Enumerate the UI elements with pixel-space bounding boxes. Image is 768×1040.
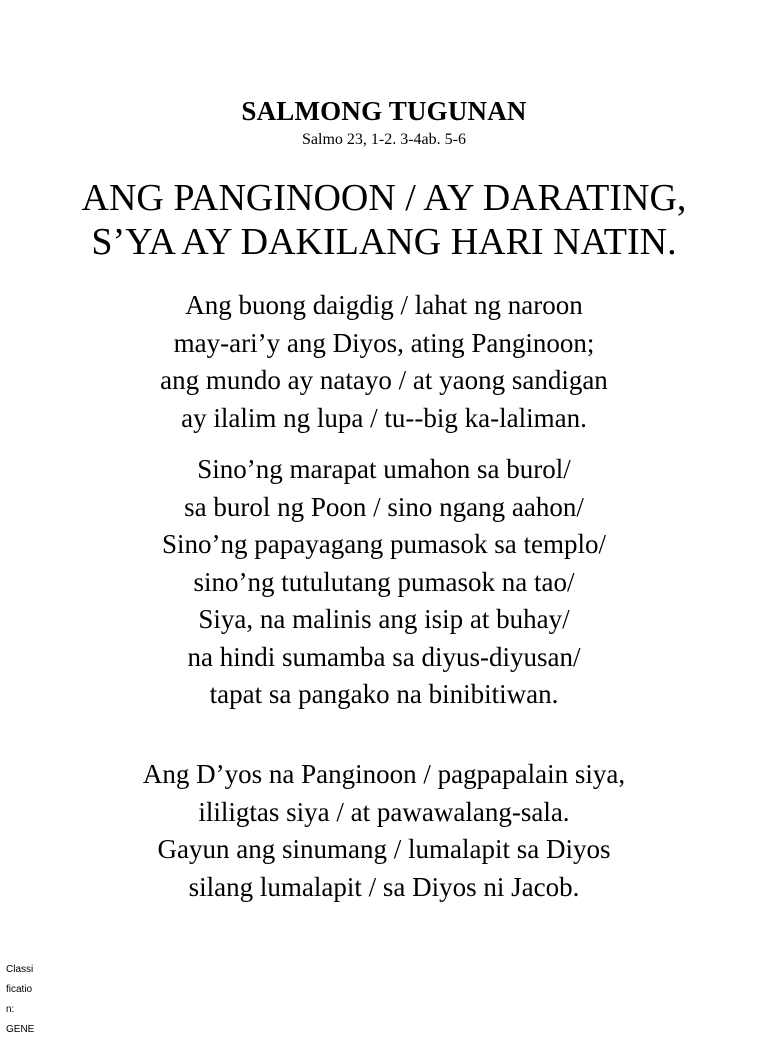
stanza-1 [0, 287, 768, 437]
classification-fragment: n: [6, 1004, 15, 1015]
stanza-line: ililigtas siya / at pawawalang-sala. [198, 796, 570, 827]
response-line: ANG PANGINOON / AY DARATING, [81, 177, 687, 219]
classification-fragment: Classi [6, 964, 34, 975]
stanza-line: tapat sa pangako na binibitiwan. [209, 679, 559, 709]
classification-fragment: GENE [6, 1024, 35, 1035]
stanza-2 [0, 451, 768, 714]
stanza-line: Gayun ang sinumang / lumalapit sa Diyos [157, 834, 611, 864]
stanza-line: Sino’ng papayagang pumasok sa templo/ [162, 529, 606, 559]
stanza-3 [0, 756, 768, 906]
stanza-line: na hindi sumamba sa diyus-diyusan/ [187, 641, 581, 672]
stanza-line: Ang buong daigdig / lahat ng naroon [185, 290, 583, 320]
stanza-line: may-ari’y ang Diyos, ating Panginoon; [173, 327, 595, 358]
stanza-line: sa burol ng Poon / sino ngang aahon/ [184, 491, 584, 522]
stanza-line: Ang D’yos na Panginoon / pagpapalain siya, [142, 759, 626, 789]
stanza-line: ang mundo ay natayo / at yaong sandigan [160, 365, 608, 395]
psalm-response [0, 176, 768, 264]
classification-fragment: ficatio [6, 984, 33, 995]
stanza-line: ay ilalim ng lupa / tu--big ka-laliman. [181, 402, 587, 433]
stanza-line: sino’ng tutulutang pumasok na tao/ [193, 566, 575, 597]
classification-label [6, 960, 46, 1040]
stanza-line: silang lumalapit / sa Diyos ni Jacob. [188, 871, 580, 902]
stanza-line: Sino’ng marapat umahon sa burol/ [197, 454, 571, 484]
psalm-reference: Salmo 23, 1-2. 3-4ab. 5-6 [302, 131, 466, 148]
stanza-line: Siya, na malinis ang isip at buhay/ [198, 604, 570, 634]
response-line: S’YA AY DAKILANG HARI NATIN. [91, 221, 677, 263]
psalm-title: SALMONG TUGUNAN [241, 96, 527, 126]
